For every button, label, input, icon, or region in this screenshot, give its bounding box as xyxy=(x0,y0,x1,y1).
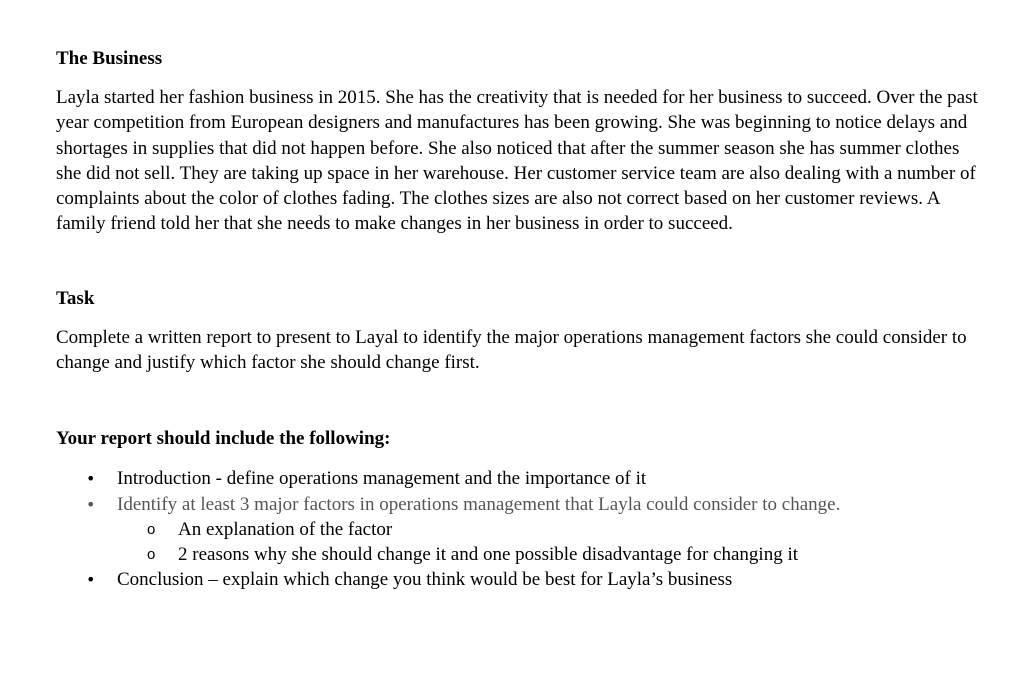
list-item-conclusion xyxy=(56,567,986,593)
list-item-text: Introduction - define operations management and the importance of it xyxy=(117,468,647,490)
sub-list-item-reasons: o 2 reasons why she should change it and one possible disadvantage for changing it xyxy=(117,542,986,567)
task-paragraph: Complete a written report to present to Layal to identify the major operations management factors she could consider to change and justify which factor she should change first. xyxy=(56,326,967,374)
report-heading: Your report should include the following: xyxy=(56,428,391,450)
list-item-text: Conclusion – explain which change you think would be best for Layla’s business xyxy=(117,569,733,591)
sub-list-item-explanation: o An explanation of the factor xyxy=(117,517,986,542)
list-item-introduction xyxy=(56,466,986,492)
task-heading: Task xyxy=(56,287,95,309)
document-page xyxy=(56,47,986,593)
list-item-text: Identify at least 3 major factors in operations management that Layla could consider to change. xyxy=(117,493,841,515)
business-paragraph: Layla started her fashion business in 2015. She has the creativity that is needed for her business to succeed. Over the past year competition from European designers and manufactures has been growing. She was beginning to notice delays and shortages in supplies that did not happen before. She also noticed that after the summer season she has summer clothes she did not sell. They are taking up space in her warehouse. Her customer service team are also dealing with a number of complaints about the color of clothes fading. The clothes sizes are also not correct based on her customer reviews. A family friend told her that she needs to make changes in her business in order to succeed. xyxy=(56,87,978,235)
list-item-identify-factors xyxy=(56,492,986,568)
business-heading: The Business xyxy=(56,48,163,69)
report-requirements-list xyxy=(56,466,986,593)
sub-list xyxy=(117,517,986,567)
